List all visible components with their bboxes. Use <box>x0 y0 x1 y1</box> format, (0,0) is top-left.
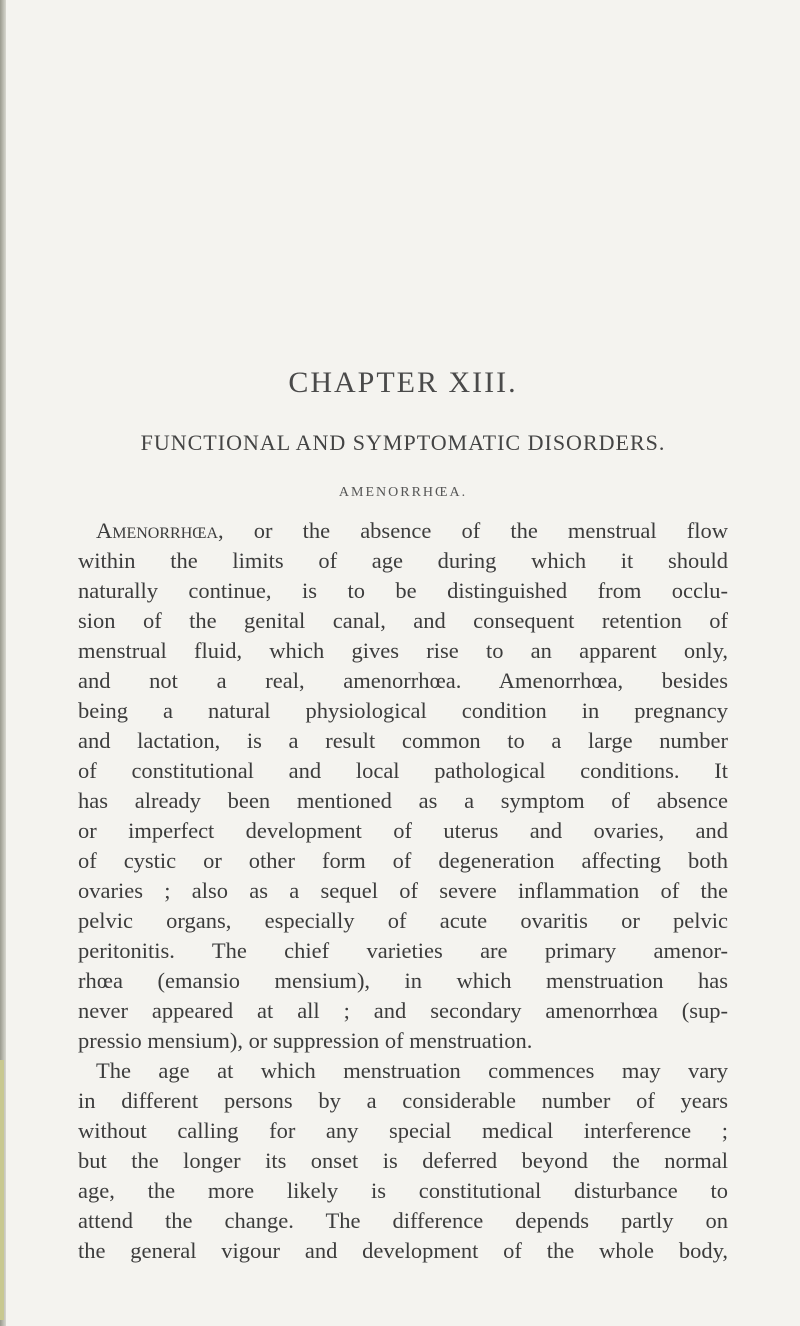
subheading: AMENORRHŒA. <box>338 485 468 500</box>
lead-word: Amenorrhœa, <box>96 518 224 543</box>
text-line: Amenorrhœa, or the absence of the menstrual flow <box>96 518 728 543</box>
text-line: or imperfect development of uterus and ovaries, and <box>78 818 728 843</box>
text-line: without calling for any special medical interference ; <box>78 1118 728 1143</box>
gutter-stripe <box>0 1060 4 1320</box>
text-line: sion of the genital canal, and consequent retention of <box>78 608 728 633</box>
text-line: and lactation, is a result common to a large number <box>78 728 728 753</box>
text-line: of cystic or other form of degeneration affecting both <box>78 848 728 873</box>
text-line: of constitutional and local pathological conditions. It <box>78 758 728 783</box>
chapter-heading: CHAPTER XIII. <box>288 366 518 399</box>
text-line: attend the change. The difference depends partly on <box>78 1208 728 1233</box>
text-line: peritonitis. The chief varieties are primary amenor- <box>78 938 728 963</box>
text-line: pressio mensium), or suppression of menstruation. <box>78 1028 533 1053</box>
text-line: the general vigour and development of the whole body, <box>78 1238 728 1263</box>
text-line: age, the more likely is constitutional disturbance to <box>78 1178 728 1203</box>
text-line: has already been mentioned as a symptom of absence <box>78 788 728 813</box>
text-line: never appeared at all ; and secondary amenorrhœa (sup- <box>78 998 728 1023</box>
text-line: rhœa (emansio mensium), in which menstruation has <box>78 968 728 993</box>
text-line: The age at which menstruation commences may vary <box>96 1058 728 1083</box>
text-line: pelvic organs, especially of acute ovaritis or pelvic <box>78 908 728 933</box>
text-line: but the longer its onset is deferred beyond the normal <box>78 1148 728 1173</box>
text-line: naturally continue, is to be distinguished from occlu- <box>78 578 728 603</box>
text-line: and not a real, amenorrhœa. Amenorrhœa, besides <box>78 668 728 693</box>
text-line: menstrual fluid, which gives rise to an apparent only, <box>78 638 728 663</box>
text-line: being a natural physiological condition in pregnancy <box>78 698 728 723</box>
book-page <box>78 0 728 1326</box>
text-line: ovaries ; also as a sequel of severe inflammation of the <box>78 878 728 903</box>
body-paragraph <box>78 516 728 1266</box>
text-line: in different persons by a considerable number of years <box>78 1088 728 1113</box>
section-title: FUNCTIONAL AND SYMPTOMATIC DISORDERS. <box>140 430 666 455</box>
text-line: within the limits of age during which it should <box>78 548 728 573</box>
